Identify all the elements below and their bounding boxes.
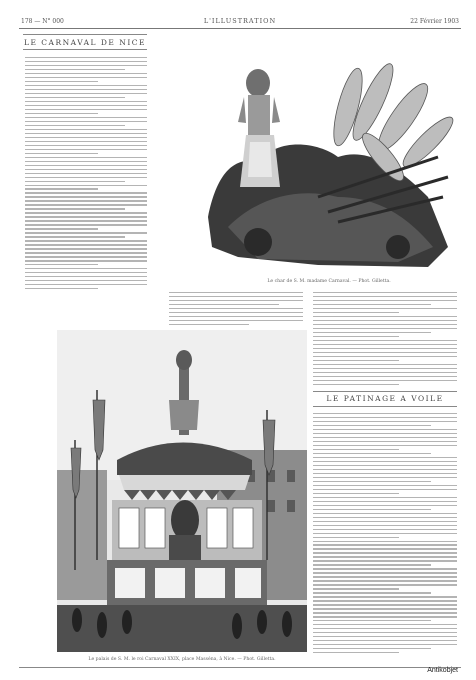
text-line: [313, 473, 457, 474]
text-line: [313, 608, 457, 609]
text-line: [313, 316, 457, 317]
text-line: [313, 417, 457, 418]
text-line: [25, 272, 147, 273]
text-line: [313, 449, 399, 450]
text-line: [313, 612, 457, 613]
patinage-rule-top: [313, 391, 457, 392]
text-line: [25, 216, 147, 217]
text-line: [313, 509, 431, 510]
text-line: [25, 73, 147, 74]
text-line: [25, 240, 147, 241]
text-line: [25, 256, 147, 257]
middle-text-block: [169, 292, 303, 328]
text-line: [25, 212, 147, 213]
text-line: [25, 208, 125, 209]
text-line: [25, 268, 147, 269]
text-line: [169, 320, 303, 321]
text-line: [25, 181, 125, 182]
text-line: [25, 117, 147, 118]
text-line: [25, 280, 147, 281]
patinage-rule-bottom: [313, 406, 457, 407]
title-rule-top: [23, 34, 147, 35]
text-line: [313, 560, 457, 561]
text-line: [169, 308, 303, 309]
text-line: [25, 188, 98, 189]
text-line: [169, 312, 303, 313]
text-line: [313, 576, 457, 577]
text-line: [313, 421, 457, 422]
text-line: [313, 517, 457, 518]
patinage-article-text: [313, 413, 457, 656]
text-line: [313, 376, 457, 377]
footer-rule: [19, 667, 461, 668]
text-line: [25, 113, 98, 114]
text-line: [25, 81, 98, 82]
text-line: [25, 228, 98, 229]
text-line: [313, 485, 457, 486]
text-line: [313, 368, 457, 369]
text-line: [313, 461, 457, 462]
text-line: [313, 648, 431, 649]
text-line: [313, 600, 457, 601]
text-line: [25, 137, 147, 138]
text-line: [313, 477, 457, 478]
text-line: [313, 572, 457, 573]
text-line: [313, 505, 457, 506]
text-line: [313, 336, 399, 337]
text-line: [313, 541, 457, 542]
text-line: [313, 501, 457, 502]
text-line: [25, 133, 147, 134]
text-line: [25, 276, 147, 277]
text-line: [313, 588, 399, 589]
text-line: [313, 364, 457, 365]
text-line: [313, 548, 457, 549]
text-line: [313, 469, 457, 470]
text-line: [313, 636, 457, 637]
page-number: 178 — N° 000: [21, 18, 64, 25]
text-line: [25, 101, 147, 102]
text-line: [25, 125, 125, 126]
text-line: [313, 489, 457, 490]
text-line: [25, 224, 147, 225]
text-line: [313, 640, 457, 641]
top-photo-caption: Le char de S. M. madame Carnaval. — Phot. Gilletta.: [267, 279, 391, 284]
text-line: [313, 384, 399, 385]
text-line: [313, 344, 457, 345]
text-line: [25, 69, 125, 70]
text-line: [25, 85, 147, 86]
text-line: [313, 328, 457, 329]
text-line: [25, 141, 147, 142]
text-line: [25, 196, 147, 197]
text-line: [25, 121, 147, 122]
text-line: [313, 413, 457, 414]
text-line: [313, 332, 431, 333]
text-line: [169, 300, 303, 301]
text-line: [313, 360, 399, 361]
text-line: [313, 429, 457, 430]
text-line: [25, 93, 147, 94]
text-line: [25, 105, 147, 106]
text-line: [313, 544, 457, 545]
text-line: [25, 165, 147, 166]
text-line: [25, 65, 147, 66]
text-line: [25, 153, 98, 154]
text-line: [313, 632, 457, 633]
carnaval-palace-photo: [57, 330, 307, 652]
text-line: [25, 236, 125, 237]
text-line: [313, 352, 457, 353]
text-line: [25, 177, 147, 178]
text-line: [313, 521, 457, 522]
text-line: [25, 192, 147, 193]
text-line: [313, 312, 399, 313]
text-line: [25, 57, 147, 58]
text-line: [313, 437, 457, 438]
carnaval-title: LE CARNAVAL DE NICE: [23, 38, 147, 47]
text-line: [313, 580, 457, 581]
text-line: [25, 284, 147, 285]
carnaval-article-text: [25, 57, 147, 292]
text-line: [313, 445, 457, 446]
text-line: [313, 425, 431, 426]
text-line: [25, 161, 147, 162]
bottom-photo-caption: Le palais de S. M. le roi Carnaval XXIX, place Masséna, à Nice. — Phot. Gilletta.: [88, 657, 276, 662]
text-line: [313, 497, 457, 498]
text-line: [313, 481, 431, 482]
text-line: [313, 513, 457, 514]
carnaval-float-image: [198, 47, 460, 273]
text-line: [313, 441, 457, 442]
text-line: [313, 296, 457, 297]
text-line: [25, 129, 147, 130]
watermark: Antikobjet: [427, 667, 458, 674]
text-line: [313, 372, 457, 373]
text-line: [25, 77, 147, 78]
text-line: [25, 264, 98, 265]
header-rule: [19, 28, 461, 29]
text-line: [313, 533, 457, 534]
text-line: [25, 232, 147, 233]
issue-date: 22 Février 1903: [410, 18, 459, 25]
text-line: [313, 493, 399, 494]
text-line: [313, 529, 457, 530]
text-line: [313, 320, 457, 321]
text-line: [25, 61, 147, 62]
text-line: [25, 173, 147, 174]
patinage-title: LE PATINAGE A VOILE: [326, 394, 444, 403]
text-line: [313, 348, 457, 349]
text-line: [25, 244, 147, 245]
text-line: [313, 300, 457, 301]
text-line: [313, 652, 399, 653]
text-line: [25, 220, 147, 221]
text-line: [25, 109, 147, 110]
text-line: [313, 620, 431, 621]
text-line: [25, 145, 147, 146]
right-text-upper: [313, 292, 457, 388]
text-line: [313, 644, 457, 645]
text-line: [25, 149, 147, 150]
text-line: [25, 97, 125, 98]
text-line: [313, 340, 457, 341]
text-line: [313, 304, 431, 305]
text-line: [25, 200, 147, 201]
text-line: [169, 304, 279, 305]
text-line: [25, 185, 147, 186]
text-line: [313, 604, 457, 605]
text-line: [25, 157, 147, 158]
text-line: [25, 89, 147, 90]
text-line: [313, 457, 457, 458]
masthead: L'ILLUSTRATION: [203, 17, 277, 25]
text-line: [313, 616, 457, 617]
text-line: [25, 260, 147, 261]
text-line: [313, 628, 457, 629]
text-line: [169, 292, 303, 293]
text-line: [313, 537, 399, 538]
text-line: [313, 433, 457, 434]
text-line: [25, 169, 147, 170]
carnaval-palace-image: [57, 330, 307, 652]
text-line: [313, 380, 457, 381]
text-line: [313, 356, 457, 357]
text-line: [313, 525, 457, 526]
text-line: [313, 552, 457, 553]
text-line: [169, 316, 303, 317]
text-line: [313, 324, 457, 325]
text-line: [313, 465, 457, 466]
text-line: [313, 292, 457, 293]
text-line: [313, 568, 457, 569]
text-line: [169, 296, 303, 297]
text-line: [313, 453, 431, 454]
page-header: [19, 17, 461, 27]
text-line: [25, 204, 147, 205]
text-line: [313, 556, 457, 557]
title-rule-bottom: [23, 49, 147, 50]
newspaper-page: [19, 17, 461, 671]
text-line: [313, 584, 457, 585]
text-line: [313, 564, 431, 565]
text-line: [25, 288, 98, 289]
text-line: [313, 592, 431, 593]
text-line: [169, 324, 249, 325]
text-line: [25, 252, 147, 253]
text-line: [25, 248, 147, 249]
text-line: [313, 308, 457, 309]
text-line: [313, 624, 457, 625]
carnaval-float-photo: [198, 47, 460, 273]
text-line: [313, 596, 457, 597]
